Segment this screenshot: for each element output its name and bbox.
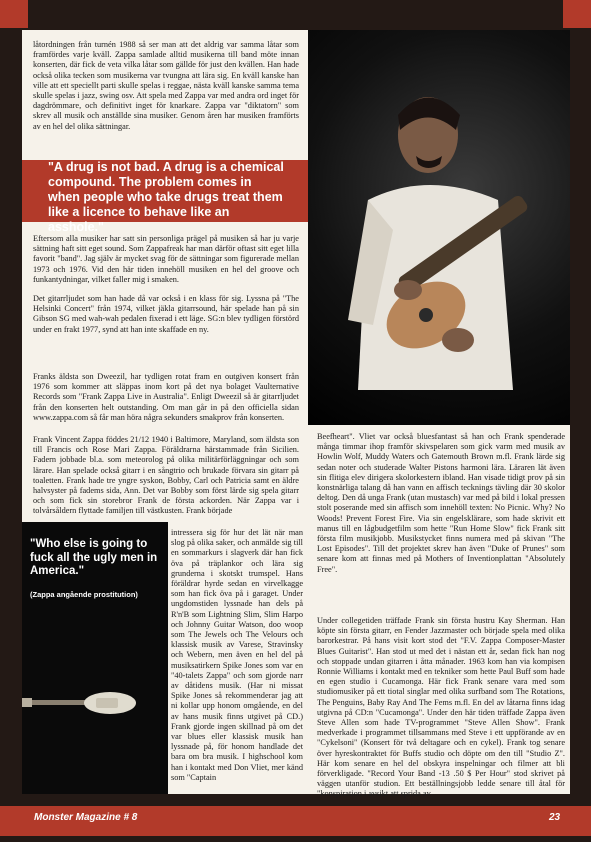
article-paragraph-6: intressera sig för hur det lät när man slog på olika saker, och anmälde sig till en sommarkurs i slagverk där han fick öva på träplankor och lära sig grunderna i skotskt trumspel. Hans föräldrar hyrde sedan en virvelkagge som han fick öva på i garaget. Under ungdomstiden lyssnade han dels på R'n'B som Lightning Slim, Slim Harpo och Johnny Guitar Watson, doo woop som The Jewels och The Velours och klassisk musik av Varese, Stravinsky och Webern, men även en hel del på musiksatirkern Spike Jones som var en "40-talets Zappa" och som gjorde narr av dåtidens musik. (Har ni missat Spike Jones så rekommenderar jag att ni kollar upp honom omgående, en del av hans musik finns utgivet på CD.) Frank gjorde ingen skillnad på om det var blues eller klassisk musik han lyssnade på, för honom handlade det bara om bra musik. I highschool kom han i kontakt med Don Vliet, mer känd som "Captain xyxy=(171,528,303,782)
article-paragraph-7: Beefheart". Vliet var också bluesfantast så han och Frank spenderade många timmar ihop framför skivspelaren som gick varm med musik av Howlin Wolf, Muddy Waters och Gatemouth Brown m.fl. Frank lärde sig sedan noter och studerade Walter Pistons harmoni lära. Läraren lät även sin flitiga elev dirigera skolorkestern ibland. Han visade tidigt prov på sin konstnärliga talang då han vann en affisch tecknings tävling där 30 skolor deltog. Den då unga Frank (utan mustasch) var med på bild i lokal pressen stolt poserande med sin affisch som innehöll texten: No Picnic. Why? No Woods! Prevent Forest Fire. Via sin engelsklärare, som hade skrivit ett manus till en lågbudgetfilm som hette "Run Home Slow" fick Frank sitt första film musikjobb. Musikstycket finns numera med på skivan "The Lost Episodes". Till det projektet skrev han även "Duke of Prunes" som senare kom att finnas med på Mothers of Inventionplattan "Absolutely Free". xyxy=(317,432,565,574)
article-paragraph-5: Frank Vincent Zappa föddes 21/12 1940 i Baltimore, Maryland, som äldsta son till Francis och Rose Mari Zappa. Föräldrarna härstammade från Sicilien. Fadern jobbade bl.a. som meteorolog på olika militärförläggningar och som lärare. Han spelade också gitarr i en sångtrio och brukade förvara sin gitarr på toaletten. Frank hade tre yngre syskon, Bobby, Carl och Patricia samt en äldre halvsyster på fadems sida, Ann. Det var Bobby som först lärde sig spela gitarr och som fick sin storebror Frank de första ackorden. När Zappa var i tolvårsåldern flyttade familjen till västkusten. Frank började xyxy=(33,435,299,516)
guitarist-figure-image xyxy=(348,60,538,420)
article-paragraph-1: låtordningen från turnén 1988 så ser man att det aldrig var samma låtar som framfördes varje kväll. Zappa samlade alltid musikerna till band möte innan konserten, där fick de veta vilka låtar som gällde för just den kvällen. Han hade också olika tecken som musikerna var tvungna att lära sig. En kväll kanske han ville att ett speciellt parti skulle spelas i reggae, nästa kväll kanske samma tema skulle spelas i jazz, swing osv. Att spela med Zappa var med andra ord inget för dagdrömmare, och definitivt inget för knarkare. Zappa var "diktatorn" som skrev all musik och anställde sina musiker. Genom åren har musiken framförts av en hel del olika sättningar. xyxy=(33,40,299,131)
zappa-guitar-photo xyxy=(308,30,570,425)
article-paragraph-8: Under collegetiden träffade Frank sin första hustru Kay Sherman. Han köpte sin första gitarr, en Fender Jazzmaster och började spela med olika barorkestrar. På hans visit kort stod det "F.V. Zappa Composer-Master Blues Guitarist". Han stod ut med det i nästan ett år, sedan fick han nog och stoppade undan gitarren i åtta månader. 1963 kom han via kompisen Ronnie Williams i kontakt med en tekniker som hette Paul Buff som hade en egen studio i Cucamonga. Här fick Frank senare vara med som studiomusiker på ett tiotal singlar med olika surfband som The Rotations, The Penguins, Baby Ray And The Fems m.fl. En del av låtarna finns idag utgivna på CD:n "Cucamonga". Under den här tiden träffade Zappa även Steve Allen som hade TV-programmet "Steve Allen Show". Frank medverkade i programmet tillsammans med Steve i ett uppförande av en "Cykelsoni" (Konsert för två deltagare och en cykel). Frank tog senare över hyreskontraktet för Buffs studio och döpte om den till "Studio Z". Här kom senare en hel del obskyra inspelningar och filmer att bli förverkligade. "Record Your Band -13 .50 $ Per Hour" stod skrivet på väggen utanför studion. Ett beställningsjobb ledde senare till åtal för "konspiration i avsikt att sprida av xyxy=(317,616,565,799)
article-paragraph-4: Franks äldsta son Dweezil, har tydligen rotat fram en outgiven konsert från 1976 som kommer att släppas inom kort på det nya bolaget Vaulternative Records som "Frank Zappa Live in Australia". Enligt Dweezil så är gitarrljudet från den konserten helt outstanding. Om man går in på den officiella sidan www.zappa.com så får man höra några sekunders smakprov från konserten. xyxy=(33,372,299,422)
sidebar-quote-text: "Who else is going to fuck all the ugly men in America." xyxy=(30,538,158,577)
page-number: 23 xyxy=(549,812,561,823)
corner-decoration-top-right xyxy=(563,0,591,28)
article-paragraph-2: Eftersom alla musiker har satt sin personliga prägel på musiken så har ju varje sättning haft sitt eget sound. Som Zappafreak har man därför oftast sitt eget lilla favorit "band". Jag själv är mycket svag för de sättningar som figurerade mellan 1973 och 1976. Vid den här tiden innehöll musiken en hel del groove och funkantydningar, vilket faller mig i smaken. xyxy=(33,234,299,284)
guitar-illustration xyxy=(22,690,142,716)
pull-quote-drugs: "A drug is not bad. A drug is a chemical compound. The problem comes in when people who take drugs treat them like a licence to behave like an asshole." xyxy=(48,160,284,234)
article-paragraph-3: Det gitarrljudet som han hade då var också i en klass för sig. Lyssna på "The Helsinki Concert" från 1974, vilket jäkla gitarrsound, här spelade han på sin Gibson SG med wah-wah pedalen fixerad i ett läge. SG:n blev tydligen förstörd under en frakt 1977, synd att han inte skaffade en ny. xyxy=(33,294,299,334)
footer-magazine-name: Monster Magazine # 8 xyxy=(34,812,138,823)
sidebar-quote-attribution: (Zappa angående prostitution) xyxy=(30,590,138,599)
corner-decoration-top-left xyxy=(0,0,28,28)
